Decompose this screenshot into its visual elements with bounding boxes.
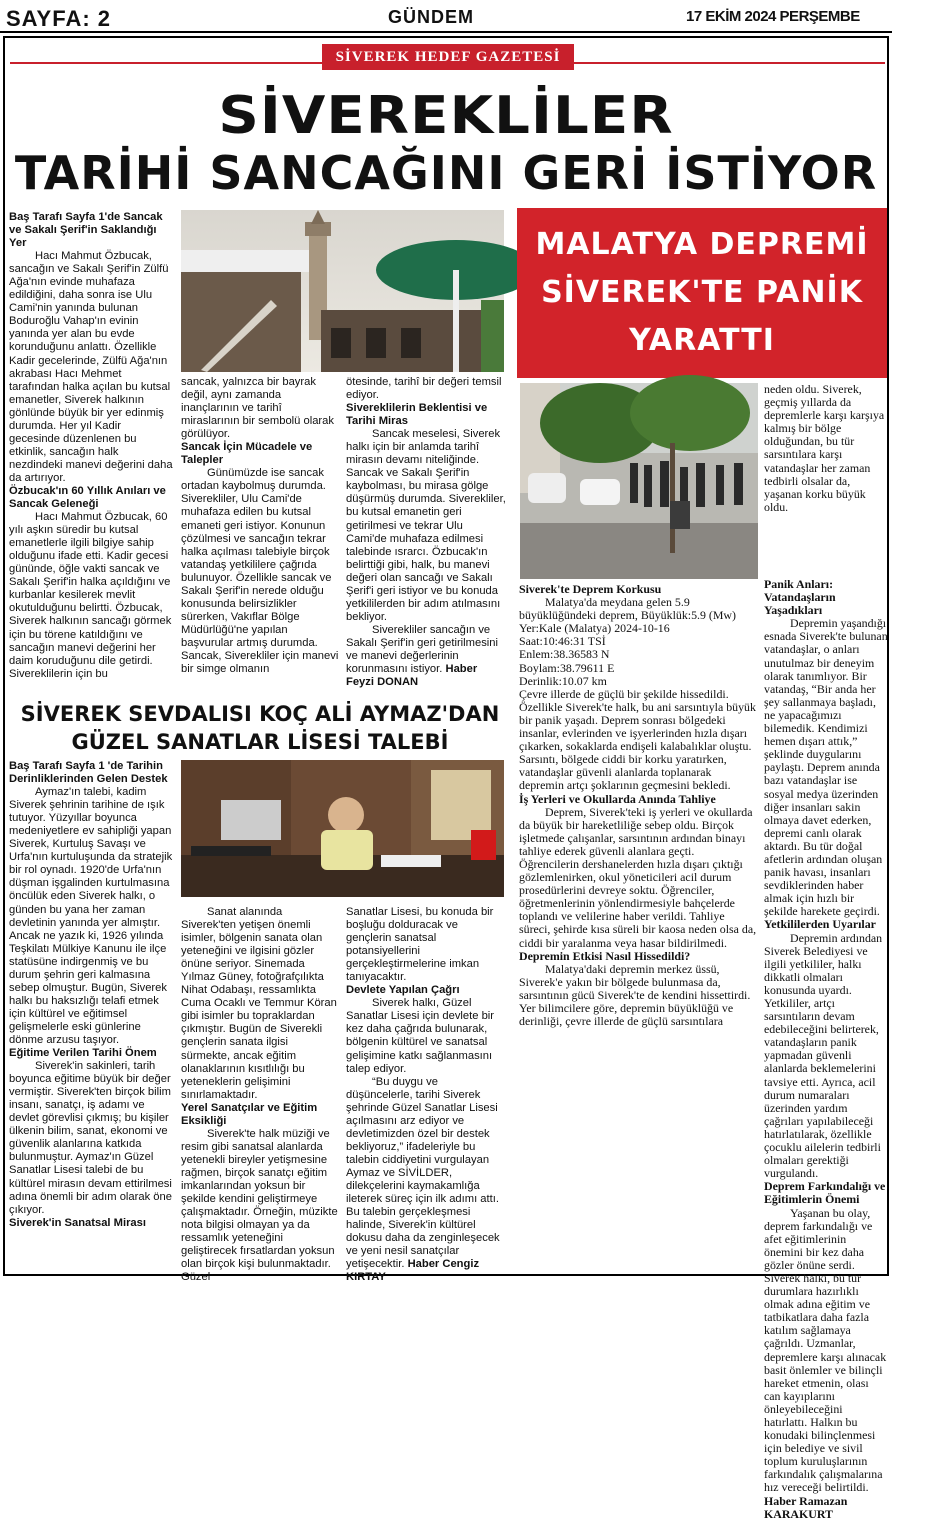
banner-rule-left <box>10 62 326 64</box>
paragraph: Depremin ardından Siverek Belediyesi ve ilgili yetkililer, halkı dikkatli olmaları konusunda uyardı. Yetkililer, artçı sarsıntıların devam edebileceğini belirterek, vatandaşların panik yapmadan güvenli alanlarda beklemelerini tavsiye etti. Ayrıca, acil durum numaraları üzerinden yardım çağrıları yapılabileceği hatırlatılarak, özellikle çocuklu ailelerin tedbirli olmaları gerektiği vurgulandı. <box>764 930 883 1181</box>
article3-headline-line2: GÜZEL SANATLAR LİSESİ TALEBİ <box>71 730 449 754</box>
page-number: SAYFA: 2 <box>6 6 112 31</box>
paragraph: “Bu duygu ve düşüncelerle, tarihi Siverek şehrinde Güzel Sanatlar Lisesi açılmasını arz ediyor ve devletimizden özel bir destek bekliyoruz,” ifadeleriyle bu talebin ciddiyetini vurgulayan Aymaz ve SİVİLDER, dilekçelerini kaymakamlığa ileterek süreç için ilk adımı attı. Bu talebin gerçekleşmesi halinde, Siverek'in kültürel dokusu daha da zenginleşecek ve yeni nesil sanatçılar yetişecektir. Haber Cengiz KIRTAY <box>346 1075 500 1284</box>
paragraph: Sanatlar Lisesi, bu konuda bir boşluğu dolduracak ve gençlerin sanatsal potansiyellerini gerçekleştirmelerine imkan tanıyacaktır. <box>346 906 494 984</box>
paragraph: Hacı Mahmut Özbucak, sancağın ve Sakalı Şerif'in Zülfü Ağa'nın evinde muhafaza edildiğini, daha sonra ise Ulu Cami'nin yanında bulunan Boduroğlu Vahap'ın evinin yanında yer alan bu evde korunduğunu anlattı. Özellikle Kadir gecelerinde, Zülfü Ağa'nın akrabası Hacı Mehmet tarafından halka açılan bu kutsal emanetler, Siverek halkının gönlünde büyük bir yer edinmiş durumda. Her yıl Kadir gecesinde düzenlenen bu etkinlik, sancağın halk nezdindeki manevi değerini daha da artırıyor. <box>9 250 173 484</box>
earthquake-crowd-photo <box>520 383 758 579</box>
article2-headline-line2: SİVEREK'TE PANİK <box>541 275 863 310</box>
byline: Haber Cengiz KIRTAY <box>346 1258 480 1284</box>
paragraph: Çevre illerde de güçlü bir şekilde hissedildi. Özellikle Siverek'te halk, bu ani sarsıntıyla büyük bir panik yaşadı. Deprem sonrası bölgedeki insanlar, evlerinden ve işyerlerinden hızla dışarı çıkarken, sokaklarda endişeli kalabalıklar oluştu. Sarsıntı, bölgede ciddi bir korku yaratırken, vatandaşlar güvenli alanlarda toplanarak depremin artçı şoklarının geçmesini bekledi. <box>519 686 756 793</box>
issue-date: 17 EKİM 2024 PERŞEMBE <box>686 8 860 25</box>
article3-col1 <box>9 760 175 1274</box>
article1-col1 <box>9 211 175 691</box>
subheading: Yetkililerden Uyarılar <box>764 917 876 932</box>
paragraph: Sancak meselesi, Siverek halkı için bir anlamda tarihî mirasın devamı niteliğinde. Sancak ve Sakalı Şerif'in kaybolması, bu mirasa gölge düşürmüş durumda. Siverekliler, bu kutsal emanetin geri getirilmesi ve tekrar Ulu Cami'de muhafaza edilmesi talebinde ısrarcı. Özbucak'ın belirttiği gibi, halk, bu manevi değeri olan sancağı ve Sakalı Şerif'i geri istiyor ve bu konuda yetkililerden bir adım atılmasını bekliyor. <box>346 428 506 623</box>
paragraph: Sanat alanında Siverek'ten yetişen önemli isimler, bölgenin sanata olan yeteneğini ve ilgisini gözler önüne seriyor. Sinemada Yılmaz Güney, fotoğrafçılıkta Nihat Odabaşı, ressamlıkta Cuma Ocaklı ve Temmur Köran gibi isimler bu topraklardan çıkmıştır. Bugün de Siverekli gençlerin sanata ilgisi sürmekte, ancak eğitim olanaklarının kısıtlılığı bu yeteneklerin gelişimini sınırlamaktadır. <box>181 906 337 1101</box>
subheading: Devlete Yapılan Çağrı <box>346 984 460 997</box>
article2-headline-line3: YARATTI <box>629 323 775 358</box>
article2-headline-line1: MALATYA DEPREMİ <box>535 227 869 262</box>
subheading: Özbucak'ın 60 Yıllık Anıları ve Sancak Geleneği <box>9 484 166 511</box>
section-name: GÜNDEM <box>388 7 474 27</box>
paragraph: Malatya'daki depremin merkez üssü, Siverek'e yakın bir bölgede bulunmasa da, sarsıntının gücü Siverek'te de kendini hissettirdi. Yer bilimcilere göre, depremin büyüklüğü ve derinliği, çevre illerde de güçlü sarsıntılara <box>519 961 751 1029</box>
paragraph: neden oldu. Siverek, geçmiş yıllarda da depremlerle karşı karşıya kalmış bir bölge olduğundan, bu tür sarsıntılara karşı vatandaşlar her zaman tedbirli olsalar da, yaşanan korku büyük oldu. <box>764 382 885 514</box>
subheading: İş Yerleri ve Okullarda Anında Tahliye <box>519 791 716 806</box>
article3-col2 <box>181 906 339 1284</box>
paragraph: Siverek halkı, Güzel Sanatlar Lisesi için devlete bir kez daha çağrıda bulunarak, bölgenin kültürel ve sanatsal gelişimine katkı sağlanmasını talep ediyor. <box>346 997 494 1075</box>
subheading: Yerel Sanatçılar ve Eğitim Eksikliği <box>181 1101 318 1127</box>
article2-col1 <box>519 583 757 1273</box>
paragraph: Boylam:38.79611 E <box>519 660 615 675</box>
paragraph: Malatya'da meydana gelen 5.9 büyüklüğündeki deprem, Büyüklük:5.9 (Mw) <box>519 595 736 623</box>
banner-rule-right <box>570 62 885 64</box>
article3-headline-line1: SİVEREK SEVDALISI KOÇ ALİ AYMAZ'DAN <box>20 702 500 726</box>
newspaper-banner: SİVEREK HEDEF GAZETESİ <box>322 44 574 70</box>
byline: Haber Ramazan KARAKURT <box>764 1493 848 1521</box>
subheading: Sancak İçin Mücadele ve Talepler <box>181 441 313 467</box>
paragraph: Hacı Mahmut Özbucak, 60 yılı aşkın süredir bu kutsal emanetlerle ilgili bilgiye sahip olduğunu ifade etti. Kadir gecesi gününde, öğle vakti sancak ve Sakalı Şerif'in halka açıldığını ve kurbanlar kesilerek mevlit okutulduğunu belirtti. Özbucak, Siverek halkının sancağı görmek için bu törene katıldığını ve sancağın manevi değerini her daim koruduğunu dile getirdi. Sivereklilerin için bu <box>9 511 172 680</box>
article1-col2 <box>181 376 339 692</box>
subheading: Baş Tarafı Sayfa 1'de Sancak ve Sakalı Şerif'in Saklandığı Yer <box>9 211 163 250</box>
article1-col3 <box>346 376 506 692</box>
article2-col2-continued <box>764 577 888 1521</box>
office-portrait-photo <box>181 760 504 897</box>
article2-col2 <box>764 383 888 579</box>
paragraph: Günümüzde ise sancak ortadan kaybolmuş durumda. Siverekliler, Ulu Cami'de muhafaza edilen bu kutsal emaneti geri istiyor. Konunun çözülmesi ve sancağın tekrar halka açılması talebiyle birçok vatandaş yetkililere çağrıda bulunuyor. Özellikle sancak ve Sakalı Şerif'in nerede olduğu konusunda belirsizlikler sürerken, Vakıflar Bölge Müdürlüğü'ne yapılan başvurular artmış durumda. Sancak, Siverekliler için manevi bir simge olmanın <box>181 467 339 676</box>
paragraph: Deprem, Siverek'teki iş yerleri ve okullarda da büyük bir hareketliliğe sebep oldu. Birçok işletmede çalışanlar, sarsıntının ardından binayı tahliye ederek güvenli alanlara geçti. Öğrencilerin dershanelerden hızla dışarı çıktığı gözlemlenirken, okul yöneticileri acil durum prosedürlerini devreye soktu. Öğrenciler, öğretmenlerinin yönlendirmesiyle bahçelerde toplandı ve velilerine haber verildi. Tahliye süreci, şehirde kısa süreli bir kaosa neden olsa da, ciddi bir yaralanma veya hasar bildirilmedi. <box>519 804 757 950</box>
subheading: Sivereklilerin Beklentisi ve Tarihi Miras <box>346 402 488 428</box>
subheading: Panik Anları: Vatandaşların Yaşadıkları <box>764 577 836 618</box>
article2-headline-box <box>517 208 887 378</box>
paragraph: ötesinde, tarihî bir değeri temsil ediyor. <box>346 376 502 402</box>
article1-headline-line1: SİVEREKLİLER <box>218 86 674 146</box>
paragraph: Yer:Kale (Malatya) 2024-10-16 <box>519 621 670 636</box>
paragraph: Aymaz'ın talebi, kadim Siverek şehrinin tarihine de ışık tutuyor. Yüzyıllar boyunca medeniyetlere ev sahipliği yapan Siverek, Kurtuluş Savaşı ve Urfa'nın kurtuluşunda da stratejik bir rol oynadı. 1920'de Urfa'nın düşman işgalinden kurtulmasına öncülük eden Siverek halkı, o günden bu yana her zaman devletinin yanında yer almıştır. Ancak ne yazık ki, 1926 yılında Teşkilatı Mülkiye Kanunu ile ilçe statüsüne indirgenmiş ve bu durum şehrin geri kalmasına sebep olmuştur. Bugün, Siverek halkı bu haksızlığı telafi etmek için kültürel ve eğitimsel gelişmelerle eski günlerine dönme arzusu taşıyor. <box>9 786 173 1046</box>
subheading: Baş Tarafı Sayfa 1 'de Tarihin Derinliklerinden Gelen Destek <box>9 760 168 786</box>
paragraph: Yaşanan bu olay, deprem farkındalığı ve afet eğitimlerinin önemini bir kez daha gözler önüne serdi. Siverek halkı, bu tür durumlara hazırlıklı olmak adına eğitim ve tatbikatlara daha fazla katılım sağlamaya çağrıldı. Uzmanlar, depremlere karşı alınacak basit önlemler ve bilinçli hareket etmenin, olası can kayıplarını önleyebileceğini hatırlattı. Halkın bu konudaki bilinçlenmesi için belediye ve sivil toplum kuruluşlarının farkındalık çalışmalarına hız vereceği belirtildi. Haber Ramazan KARAKURT <box>764 1205 887 1521</box>
byline: Haber Feyzi DONAN <box>346 663 478 689</box>
paragraph: sancak, yalnızca bir bayrak değil, aynı zamanda inançlarının ve tarihî miraslarının bir sembolü olarak görülüyor. <box>181 376 334 441</box>
subheading: Siverek'te Deprem Korkusu <box>519 582 662 596</box>
paragraph: Siverek'in sakinleri, tarih boyunca eğitime büyük bir değer vermiştir. Siverek'ten birçok bilim insanı, sanatçı, iş adamı ve devlet görevlisi çıkmış; bu kişiler ülkenin bilim, sanat, ekonomi ve güvenlik alanlarına katkıda bulunmuştur. Aymaz'ın Güzel Sanatlar Lisesi talebi de bu kültürel mirasın devam ettirilmesi adına önemli bir adım olarak öne çıkıyor. <box>9 1060 172 1216</box>
paragraph: Enlem:38.36583 N <box>519 647 610 662</box>
subheading: Siverek'in Sanatsal Mirası <box>9 1216 146 1229</box>
article1-headline-line2: TARİHİ SANCAĞINI GERİ İSTİYOR <box>14 146 878 200</box>
paragraph: Derinlik:10.07 km <box>519 673 607 688</box>
paragraph: Saat:10:46:31 TSİ <box>519 634 606 649</box>
paragraph: Siverek'te halk müziği ve resim gibi sanatsal alanlarda yetenekli bireyler yetişmesine rağmen, birçok sanatçı eğitim imkanlarından yoksun bir şekilde kendini geliştirmeye çalışmaktadır. Örneğin, müzikte nota bilgisi olmayan ya da ressamlık yeteneğini geliştirecek fırsatlardan yoksun olan birçok kişi bulunmaktadır. Güzel <box>181 1127 338 1284</box>
subheading: Eğitime Verilen Tarihi Önem <box>9 1047 157 1060</box>
subheading: Deprem Farkındalığı ve Eğitimlerin Önemi <box>764 1179 886 1207</box>
paragraph: Siverekliler sancağın ve Sakalı Şerif'in geri getirilmesini ve manevi değerlerinin korunmasını istiyor. Haber Feyzi DONAN <box>346 623 498 689</box>
article3-col3 <box>346 906 506 1284</box>
paragraph: Depremin yaşandığı esnada Siverek'te bulunan vatandaşlar, o anları unutulmaz bir deneyim olarak tanımlıyor. Bir vatandaş, “Bir anda her şey sallanmaya başladı, ne yapacağımızı bilemedik. Kendimizi hemen dışarı attık,” şeklinde duygularını paylaştı. Deprem anında bazı vatandaşlar ise sosyal medya üzerinden diğer insanları sakin olmaya davet ederken, depremi canlı olarak aktardı. Bu tür doğal afetlerin ardından oluşan panik havası, insanları sevdiklerinden haber almak için hızlı bir şekilde harekete geçirdi. <box>764 616 888 919</box>
header-rule <box>0 31 892 33</box>
subheading: Depremin Etkisi Nasıl Hissedildi? <box>519 948 691 963</box>
mosque-photo <box>181 210 504 372</box>
